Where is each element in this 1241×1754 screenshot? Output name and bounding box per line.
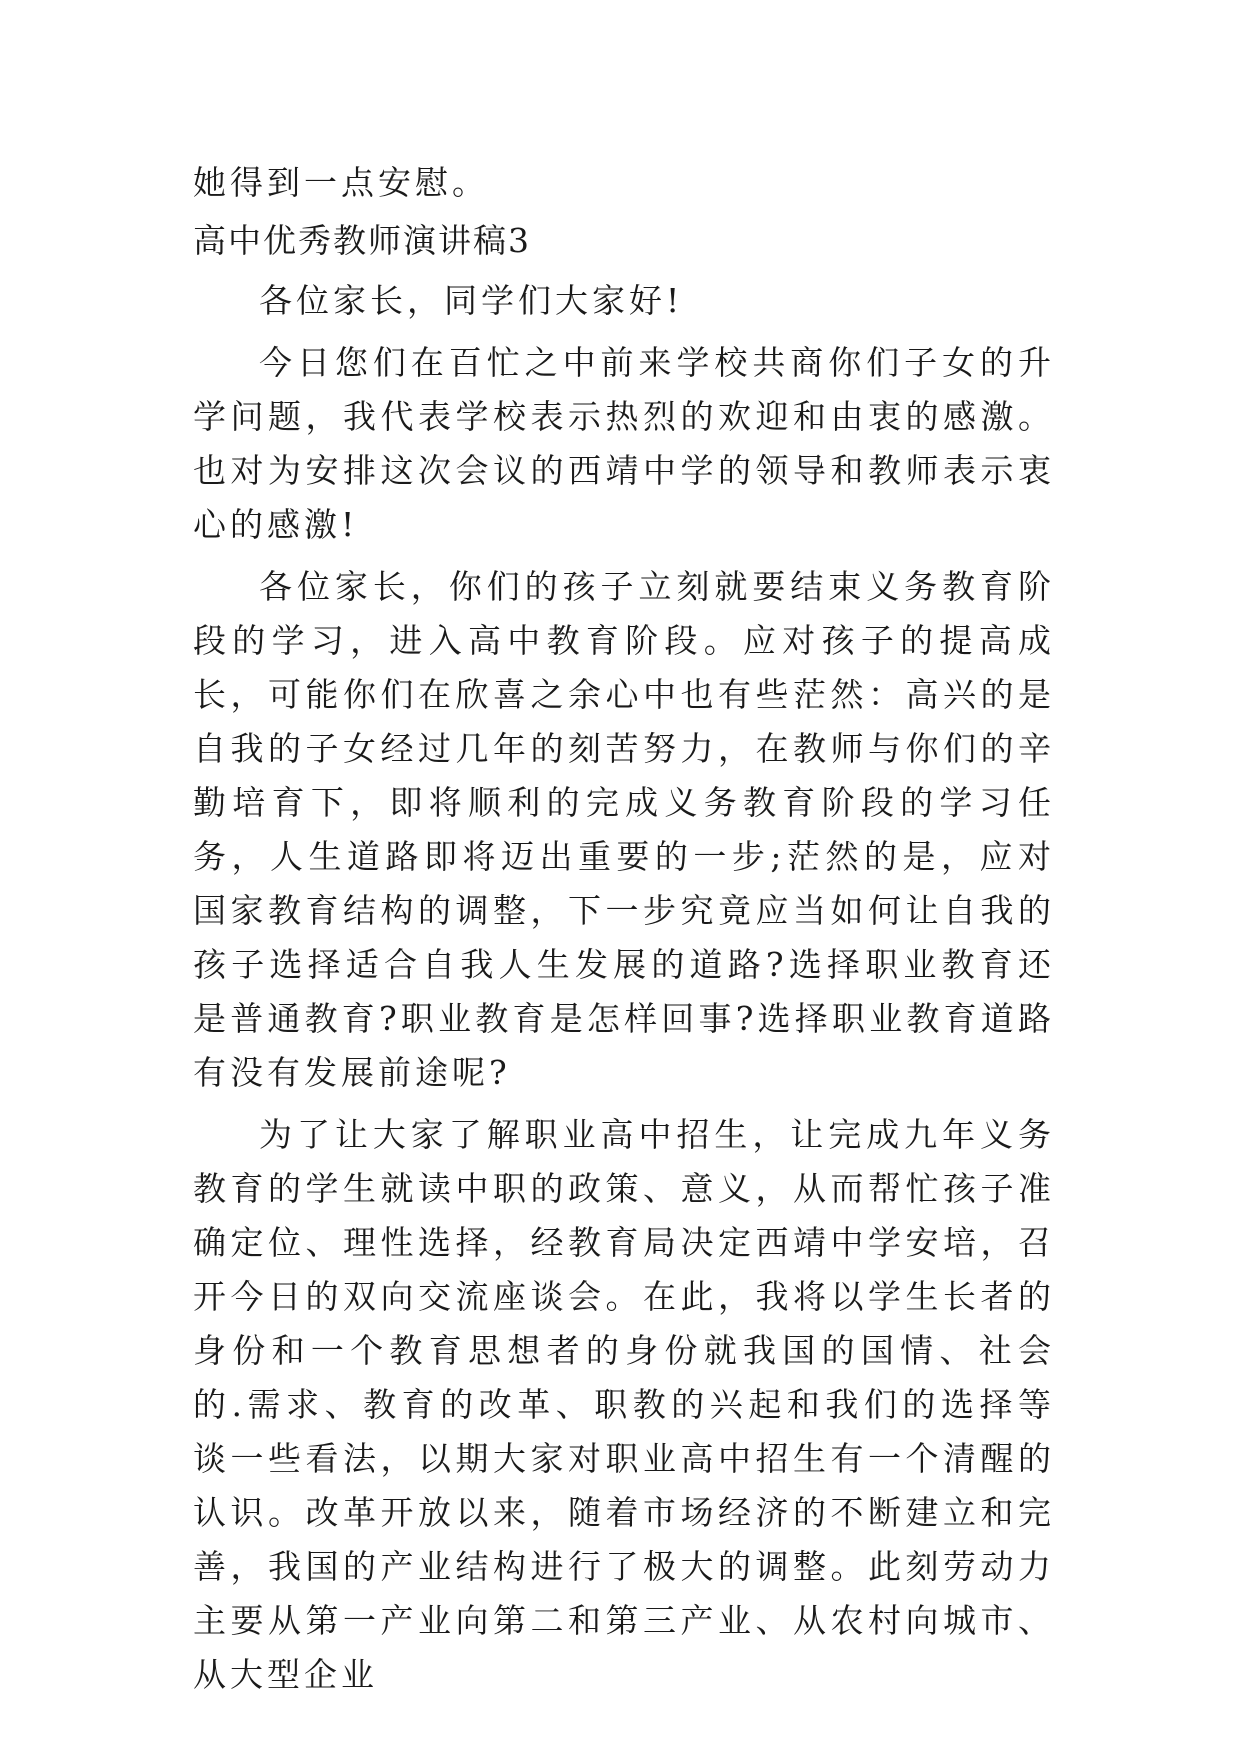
paragraph-continuation: 她得到一点安慰。 xyxy=(193,163,489,202)
document-body xyxy=(193,156,1055,1702)
parents-paragraph: 各位家长，你们的孩子立刻就要结束义务教育阶段的学习，进入高中教育阶段。应对孩子的提高成长，可能你们在欣喜之余心中也有些茫然：高兴的是自我的子女经过几年的刻苦努力，在教师与你们的辛勤培育下，即将顺利的完成义务教育阶段的学习任务，人生道路即将迈出重要的一步;茫然的是，应对国家教育结构的调整，下一步究竟应当如何让自我的孩子选择适合自我人生发展的道路?选择职业教育还是普通教育?职业教育是怎样回事?选择职业教育道路有没有发展前途呢? xyxy=(193,567,1055,1092)
welcome-paragraph: 今日您们在百忙之中前来学校共商你们子女的升学问题，我代表学校表示热烈的欢迎和由衷的感激。也对为安排这次会议的西靖中学的领导和教师表示衷心的感激! xyxy=(193,343,1055,544)
vocational-paragraph: 为了让大家了解职业高中招生，让完成九年义务教育的学生就读中职的政策、意义，从而帮忙孩子准确定位、理性选择，经教育局决定西靖中学安培，召开今日的双向交流座谈会。在此，我将以学生长者的身份和一个教育思想者的身份就我国的国情、社会的.需求、教育的改革、职教的兴起和我们的选择等谈一些看法，以期大家对职业高中招生有一个清醒的认识。改革开放以来，随着市场经济的不断建立和完善，我国的产业结构进行了极大的调整。此刻劳动力主要从第一产业向第二和第三产业、从农村向城市、从大型企业 xyxy=(193,1115,1055,1694)
greeting-paragraph: 各位家长，同学们大家好! xyxy=(259,281,684,320)
section-title: 高中优秀教师演讲稿3 xyxy=(193,221,531,260)
